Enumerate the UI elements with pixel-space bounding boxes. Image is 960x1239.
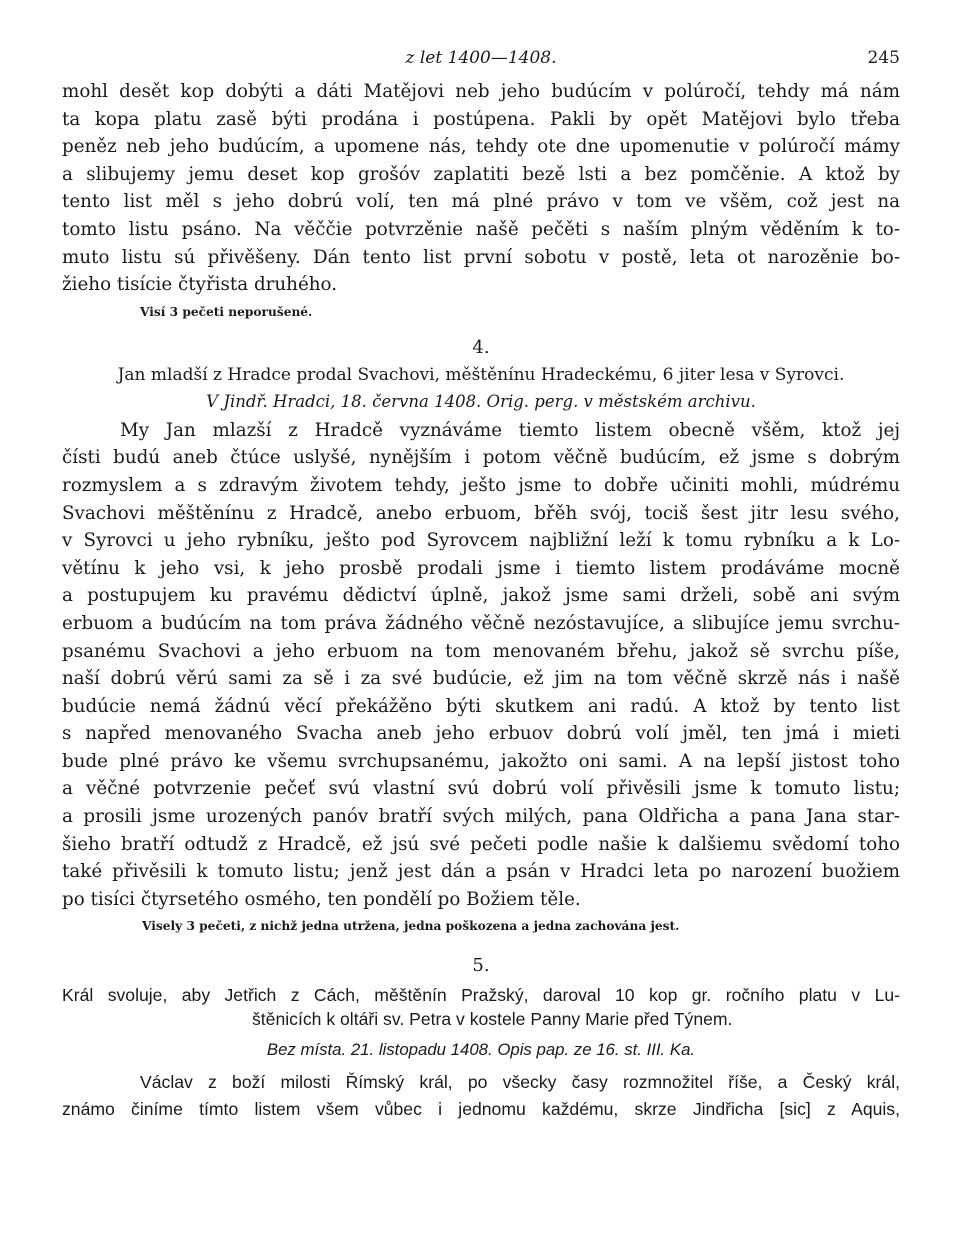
regest-line: štěnicích k oltáři sv. Petra v kostele Panny Marie před Týnem. <box>252 1009 733 1030</box>
text-line: šieho bratří odtudž z Hradcě, ež jsú své pečeti podle našie k dalšiemu svědomí toho <box>62 833 900 855</box>
text-line: rozmyslem a s zdravým životem tehdy, ješto jsme to dobře učiniti mohli, múdrému <box>62 474 900 496</box>
text-line: a věčné potvrzenie pečeť svú vlastní svú dobrú volí přivěsili jsme k tomuto listu; <box>62 778 900 800</box>
document-regest: Jan mladší z Hradce prodal Svachovi, měštěnínu Hradeckému, 6 jiter lesa v Syrovci. <box>117 364 845 385</box>
running-title: z let 1400—1408. <box>405 48 557 68</box>
seal-note: Visely 3 pečeti, z nichž jedna utržena, jedna poškozena a jedna zachována jest. <box>142 919 680 934</box>
text-line: po tisíci čtyrsetého osmého, ten pondělí po Božiem těle. <box>62 888 581 910</box>
text-line: muto listu sú přivěšeny. Dán tento list první sobotu v postě, leta ot narozěnie bo- <box>62 246 900 268</box>
text-line: Svachovi měštěnínu z Hradcě, anebo erbuom, břěh svój, tociš šest jitr lesu svého, <box>62 502 900 524</box>
document-4-text <box>62 417 900 914</box>
text-line: Václav z boží milosti Římský král, po všecky časy rozmnožitel říše, a Český král, <box>140 1072 900 1093</box>
document-number: 5. <box>472 955 490 977</box>
text-line: mohl desět kop dobýti a dáti Matějovi neb jeho budúcím v polúročí, tehdy má nám <box>62 81 900 102</box>
text-line: a postupujem ku pravému dědictví úplně, jakož jsme sami drželi, sobě ani svým <box>62 585 900 607</box>
text-line: v Syrovci u jeho rybníku, ješto pod Syrovcem najbližní leží k tomu rybníku a k Lo- <box>62 530 900 552</box>
text-line: a prosili jsme urozených panóv bratří svých milých, pana Oldřicha a pana Jana star- <box>62 806 900 828</box>
text-line: žieho tisície čtyřista druhého. <box>62 274 338 296</box>
document-number: 4. <box>472 336 490 358</box>
text-line: a slibujemy jemu deset kop grošóv zaplatiti bezě lsti a bez pomčěnie. A ktož by <box>62 163 900 185</box>
text-line: naší dobrú věrú sami za sě i za své budúcie, ež jim na tom věčně skrzě nás i našě <box>62 668 900 690</box>
text-line: bude plné právo ke všemu svrchupsanému, jakožto oni sami. A na lepší jistost toho <box>62 750 900 772</box>
text-line: tento list měl s jeho dobrú volí, ten má plné právo v tom ve všěm, což jest na <box>62 191 900 213</box>
text-line: také přivěsili k tomuto listu; jenž jest dán a psán v Hradci leta po narození buožiem <box>62 861 900 883</box>
text-line: známo činíme tímto listem všem vůbec i jednomu každému, skrze Jindřicha [sic] z Aquis, <box>62 1099 900 1120</box>
text-line: erbuom a budúcím na tom práva žádného věčně nezóstavujíce, a slibujíce jemu svrchu- <box>62 612 900 634</box>
text-line: čísti budú aneb čtúce uslyšé, nynějším i potom věčně budúcím, ež jsme s dobrým <box>62 447 900 469</box>
document-regest <box>62 983 900 1031</box>
text-line: ta kopa platu zasě býti prodána i postúpena. Pakli by opět Matějovi bylo třeba <box>62 108 900 130</box>
text-line: psanému Svachovi a jeho erbuom na tom menovaném břehu, jakož sě svrchu píše, <box>62 640 900 662</box>
regest-line: Král svoluje, aby Jetřich z Cách, měštěnín Pražský, daroval 10 kop gr. ročního platu v Lu- <box>62 985 900 1006</box>
page <box>62 42 900 1123</box>
document-dating: Bez místa. 21. listopadu 1408. Opis pap. ze 16. st. III. Ka. <box>266 1040 696 1060</box>
seal-note: Visí 3 pečeti neporušené. <box>140 304 313 319</box>
document-3-text <box>62 78 900 299</box>
page-number: 245 <box>867 48 900 68</box>
text-line: budúcie nemá žádnú věcí překážěno býti skutkem ani radú. A ktož by tento list <box>62 695 900 717</box>
document-5-text <box>62 1069 900 1123</box>
document-dating: V Jindř. Hradci, 18. června 1408. Orig. perg. v městském archivu. <box>206 391 756 411</box>
text-line: s napřed menovaného Svacha aneb jeho erbuov dobrú volí jměl, ten jmá i mieti <box>62 723 900 745</box>
text-line: větínu k jeho vsi, k jeho prosbě prodali jsme i tiemto listem prodáváme mocně <box>62 557 900 579</box>
text-line: peněz neb jeho budúcím, a upomene nás, tehdy ote dne upomenutie v polúročí mámy <box>62 136 900 158</box>
text-line: tomto listu psáno. Na věččie potvrzěnie našě pečěti s naším plným věděním k to- <box>62 218 900 240</box>
page-header <box>62 42 900 76</box>
text-line: My Jan mlazší z Hradcě vyznáváme tiemto listem obecně všěm, ktož jej <box>120 419 900 441</box>
